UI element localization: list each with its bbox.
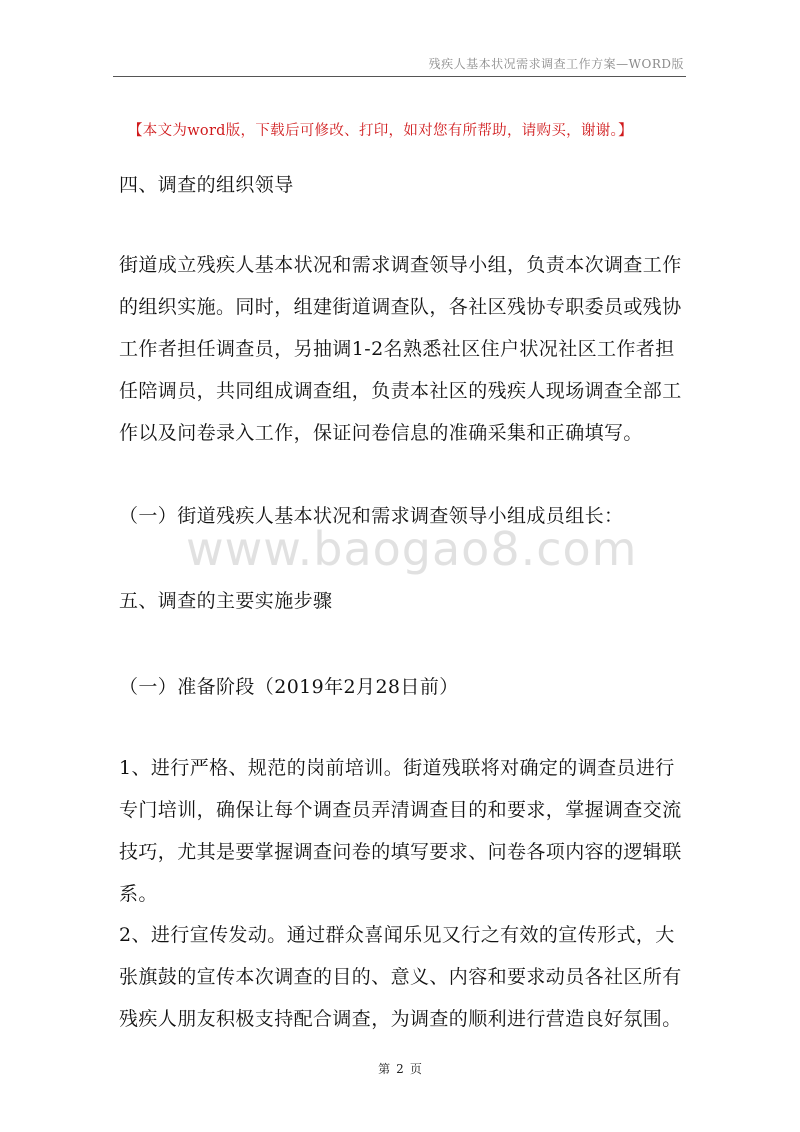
purchase-notice: 【本文为word版，下载后可修改、打印，如对您有所帮助，请购买，谢谢。】 xyxy=(128,123,633,139)
section-heading-four: 四、调查的组织领导 xyxy=(119,174,294,196)
document-title: 残疾人基本状况需求调查工作方案—WORD版 xyxy=(428,57,684,71)
paragraph-item-two: 2、进行宣传发动。通过群众喜闻乐见又行之有效的宣传形式，大张旗鼓的宣传本次调查的目的、意义、内容和要求动员各社区所有残疾人朋友积极支持配合调查，为调查的顺利进行营造良好氛围。 xyxy=(119,924,682,1030)
stage-one-heading: （一）准备阶段（2019年2月28日前） xyxy=(119,676,459,698)
group-members-line: （一）街道残疾人基本状况和需求调查领导小组成员组长： xyxy=(119,505,624,527)
footer-suffix: 页 xyxy=(409,1062,422,1076)
page-header xyxy=(113,52,686,77)
paragraph-organization: 街道成立残疾人基本状况和需求调查领导小组，负责本次调查工作的组织实施。同时，组建街道调查队，各社区残协专职委员或残协工作者担任调查员，另抽调1-2名熟悉社区住户状况社区工作者担任陪调员，共同组成调查组，负责本社区的残疾人现场调查全部工作以及问卷录入工作，保证问卷信息的准确采集和正确填写。 xyxy=(119,254,682,444)
footer-prefix: 第 xyxy=(378,1062,391,1076)
page-footer xyxy=(0,1060,800,1077)
page-number: 2 xyxy=(396,1062,404,1076)
paragraph-item-one: 1、进行严格、规范的岗前培训。街道残联将对确定的调查员进行专门培训，确保让每个调查员弄清调查目的和要求，掌握调查交流技巧，尤其是要掌握调查问卷的填写要求、问卷各项内容的逻辑联系。 xyxy=(119,757,682,905)
section-heading-five: 五、调查的主要实施步骤 xyxy=(119,590,333,612)
watermark-text: www.baogao8.com xyxy=(186,522,638,576)
